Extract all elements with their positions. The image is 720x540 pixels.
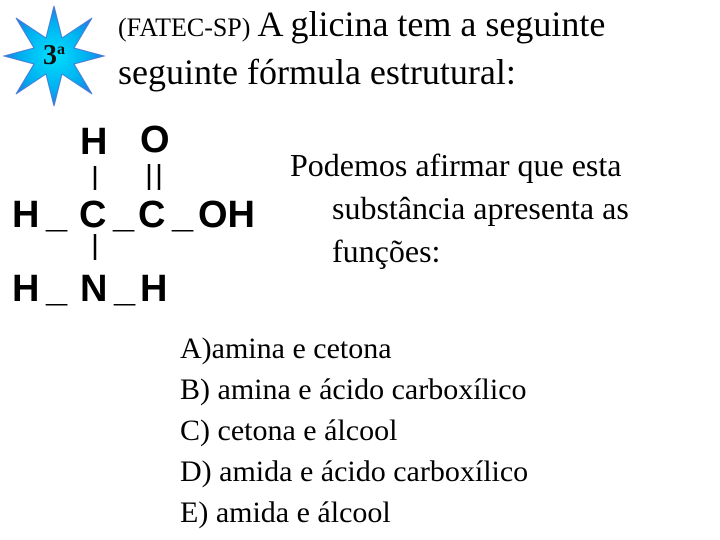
option-d[interactable]: D) amida e ácido carboxílico [180,455,529,488]
atom-h-left: H [12,194,40,236]
question-line-2: substância apresenta as [332,190,629,226]
bond-n-h: _ [114,268,136,310]
option-b[interactable]: B) amina e ácido carboxílico [180,373,527,406]
header-line-1: A glicina tem a seguinte [257,4,606,44]
question-text [290,144,715,273]
bond-h-c1: _ [46,194,68,236]
atom-n: N [80,268,108,310]
atom-c2: C [138,194,166,236]
bond-c1-c2: _ [113,194,135,236]
atom-h-bottom-right: H [140,268,168,310]
option-a[interactable]: A)amina e cetona [180,332,392,365]
source-label: (FATEC-SP) [118,13,251,42]
header-line-2: seguinte fórmula estrutural: [118,52,516,92]
question-line-1: Podemos afirmar que esta [290,147,622,183]
answer-options [180,328,715,533]
option-e[interactable]: E) amida e álcool [180,496,391,529]
question-line-3: funções: [332,233,441,269]
question-number-badge [2,4,106,108]
bond-h-n: _ [46,268,68,310]
atom-oh: OH [198,194,255,236]
atom-h-top: H [80,121,108,163]
atom-o-top: O [140,119,170,161]
glycine-structural-formula [10,118,280,313]
badge-label: 3 $^a$ [43,40,65,71]
atom-h-bottom-left: H [12,268,40,310]
question-header [118,4,718,92]
atom-c1: C [79,194,107,236]
option-c[interactable]: C) cetona e álcool [180,414,398,447]
bond-c2-oh: _ [172,194,194,236]
